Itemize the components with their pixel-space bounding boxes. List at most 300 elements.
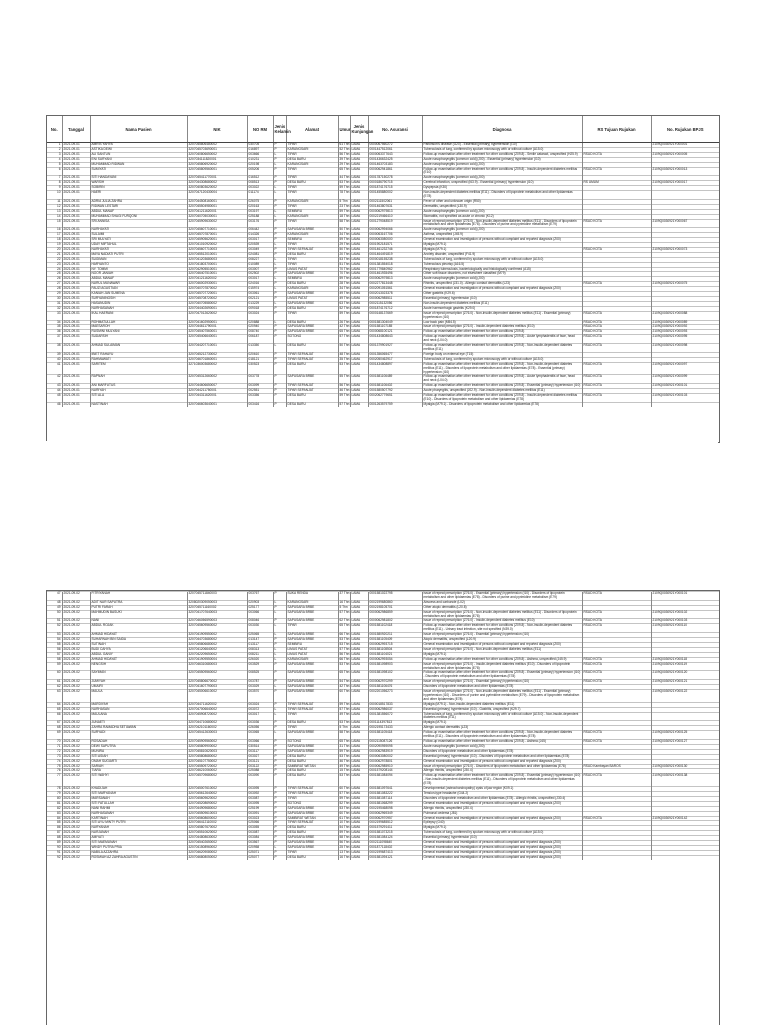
- cell-date: 2021-09-01: [62, 262, 90, 267]
- cell-sex: P: [273, 402, 286, 406]
- cell-rm: 006442: [247, 228, 273, 233]
- cell-sex: P: [273, 282, 286, 287]
- cell-visit: LAMA: [350, 600, 368, 605]
- cell-diagnosis: Follow-up examination after other treatment for other conditions (Z09.8): [422, 330, 582, 335]
- cell-age: 61 Thn: [339, 815, 350, 820]
- cell-name: KHADIJAH: [90, 787, 187, 792]
- cell-address: DESA BARU: [286, 282, 338, 287]
- cell-rm: 003055: [247, 826, 273, 831]
- cell-no: 23: [47, 262, 62, 267]
- cell-visit: LAMA: [350, 204, 368, 209]
- cell-referral-hospital: RS UMUM: [582, 181, 651, 186]
- cell-age: 46 Thn: [339, 388, 350, 393]
- cell-nik: 3207045809560001: [187, 167, 247, 176]
- cell-nik: 3207046603640001: [187, 402, 247, 406]
- cell-sex: L: [273, 731, 286, 740]
- cell-diagnosis: Disorders of lipoprotein metabolism and other lipidaemias (E78): [422, 685, 582, 690]
- cell-rm: 003061: [247, 292, 273, 297]
- cell-age: 53 Thn: [339, 753, 350, 758]
- cell-date: 2021-09-01: [62, 352, 90, 357]
- table-row: [47, 311, 719, 320]
- cell-date: 2021-09-02: [62, 671, 90, 680]
- cell-no: 48: [47, 600, 62, 605]
- cell-age: 31 Thn: [339, 743, 350, 748]
- cell-no: 54: [47, 638, 62, 643]
- cell-date: 2021-09-01: [62, 167, 90, 176]
- cell-rm: 008740: [247, 330, 273, 335]
- cell-rm: 003356: [247, 394, 273, 403]
- cell-sex: P: [273, 292, 286, 297]
- cell-no: 68: [47, 726, 62, 731]
- cell-diagnosis: Issue of repeat prescription (Z76.0) - Non-insulin-dependent diabetes mellitus (E11): [422, 647, 582, 652]
- cell-name: UDAY MIFTAHUL: [90, 243, 187, 248]
- cell-rm: 002121: [247, 297, 273, 302]
- cell-rm: 025066: [247, 821, 273, 826]
- cell-no: 14: [47, 214, 62, 219]
- cell-nik: 3207045411770001: [187, 176, 247, 181]
- cell-sex: P: [273, 831, 286, 836]
- cell-visit: LAMA: [350, 647, 368, 652]
- cell-age: 66 Thn: [339, 632, 350, 637]
- cell-referral-hospital: RSUD KOTA: [582, 282, 651, 287]
- cell-nik: 3207046210060002: [187, 769, 247, 774]
- cell-visit: LAMA: [350, 806, 368, 811]
- cell-referral-number: 2109Q0030921Y000089: [651, 320, 719, 325]
- cell-visit: LAMA: [350, 690, 368, 703]
- cell-age: 65 Thn: [339, 739, 350, 743]
- cell-age: 62 Thn: [339, 618, 350, 623]
- cell-insurance: 0000018155238: [368, 257, 422, 262]
- cell-age: 50 Thn: [339, 246, 350, 251]
- cell-referral-number: 2109Q0030921Y000103: [651, 394, 719, 403]
- cell-insurance: 0001581087114: [368, 796, 422, 801]
- cell-date: 2021-09-02: [62, 821, 90, 826]
- cell-insurance: 0001581083222: [368, 791, 422, 796]
- cell-insurance: 0001581098903: [368, 662, 422, 671]
- cell-address: KARANGSARI: [286, 233, 338, 238]
- cell-insurance: 0000068100121: [368, 330, 422, 335]
- cell-rm: 003095: [247, 801, 273, 806]
- table-body-page-2: [47, 592, 719, 860]
- cell-insurance: 0002199685512: [368, 821, 422, 826]
- cell-sex: P: [273, 811, 286, 816]
- cell-address: KARANGSARI: [286, 147, 338, 152]
- cell-diagnosis: Pulmonal oedema (J81): [422, 811, 582, 816]
- cell-nik: 3207044711620002: [187, 702, 247, 707]
- cell-name: KARTINAH: [90, 816, 187, 821]
- cell-insurance: 0001581106476: [368, 685, 422, 690]
- cell-insurance: 0000067560272: [368, 143, 422, 148]
- cell-date: 2021-09-01: [62, 204, 90, 209]
- cell-date: 2021-09-02: [62, 592, 90, 601]
- cell-age: 65 Thn: [339, 329, 350, 334]
- cell-name: ENI SURYANI: [90, 157, 187, 162]
- cell-age: 63 Thn: [339, 300, 350, 305]
- cell-address: TIPAR: [286, 262, 338, 267]
- cell-sex: P: [273, 199, 286, 204]
- cell-age: 57 Thn: [339, 401, 350, 406]
- cell-insurance: 0001581108504: [368, 647, 422, 652]
- cell-address: TIPAR SEPANJAT: [286, 707, 338, 712]
- cell-visit: LAMA: [350, 850, 368, 855]
- cell-diagnosis: Tuberculosis of lung, confirmed by sputum microscopy with or without culture (A15.0): [422, 147, 582, 152]
- cell-visit: LAMA: [350, 787, 368, 792]
- cell-no: 44: [47, 389, 62, 394]
- cell-rm: 020958: [247, 845, 273, 850]
- cell-insurance: 0000062981802: [368, 619, 422, 624]
- cell-no: 37: [47, 335, 62, 344]
- cell-date: 2021-09-02: [62, 749, 90, 754]
- cell-date: 2021-09-01: [62, 181, 90, 186]
- cell-rm: 003065: [247, 731, 273, 740]
- cell-diagnosis: Stomatitis, not specified as acute or chronic (K12): [422, 214, 582, 219]
- cell-age: 65 Thn: [338, 167, 350, 176]
- cell-address: DESA BARU: [286, 362, 338, 375]
- cell-nik: 3207041211620001: [187, 209, 247, 214]
- cell-sex: P: [273, 642, 286, 647]
- cell-no: 66: [47, 712, 62, 721]
- cell-name: NANI RAHMI: [90, 806, 187, 811]
- cell-insurance: 0001461935496: [368, 272, 422, 277]
- cell-age: 53 Thn: [339, 180, 350, 185]
- cell-address: TIPAR: [286, 204, 338, 209]
- cell-nik: 3207046412110002: [187, 821, 247, 826]
- cell-referral-hospital: RSUD KOTA: [582, 394, 651, 403]
- cell-nik: 3207046701860001: [187, 357, 247, 362]
- cell-diagnosis: Other atopic dermatitis (L20.8): [422, 605, 582, 610]
- cell-sex: L: [273, 214, 286, 219]
- cell-referral-number: 2109Q0030921Y000005: [651, 152, 719, 157]
- cell-age: 58 Thn: [338, 731, 350, 740]
- cell-referral-number: 2109Q0030921Y000130: [651, 764, 719, 769]
- cell-visit: LAMA: [350, 157, 368, 162]
- cell-referral-number: 2109Q0030921Y000138: [651, 774, 719, 787]
- cell-diagnosis: Issue of repeat prescription (Z76.0) - Disorders of lipoprotein metabolism and other lipidaemias (E78): [422, 764, 582, 769]
- cell-visit: LAMA: [350, 791, 368, 796]
- cell-address: SOTONG: [286, 740, 338, 745]
- cell-visit: LAMA: [350, 831, 368, 836]
- cell-address: DESA BARU: [286, 759, 338, 764]
- cell-diagnosis: Disorders of lipoprotein metabolism and other lipidaemias (E78): [422, 749, 582, 754]
- cell-rm: 020903: [247, 600, 273, 605]
- cell-name: JUMIYAH: [90, 680, 187, 685]
- cell-no: 84: [47, 816, 62, 821]
- cell-diagnosis: Fever of other and unknown origin (R50): [422, 199, 582, 204]
- cell-diagnosis: Myalgia (M79.1): [422, 652, 582, 657]
- cell-date: 2021-09-01: [62, 287, 90, 292]
- cell-no: 7: [47, 176, 62, 181]
- cell-address: TIPAR: [286, 257, 338, 262]
- cell-sex: P: [273, 826, 286, 831]
- cell-address: DESA BARU: [286, 394, 338, 403]
- cell-no: 39: [47, 352, 62, 357]
- cell-address: TIPAR: [286, 191, 338, 200]
- cell-date: 2021-09-01: [62, 143, 90, 148]
- cell-referral-number: 2109Q0030921Y000125: [651, 731, 719, 740]
- cell-diagnosis: Follow-up examination after other treatment for other conditions (Z09.8) - Non-insulin-dependent diabetes mellitus (E11) - Urinary tract infection, site not specified (N39.0): [422, 624, 582, 633]
- cell-address: DESA BARU: [286, 769, 338, 774]
- cell-name: SITI ALA: [90, 394, 187, 403]
- cell-rm: 024016: [247, 282, 273, 287]
- cell-insurance: 0001581107185: [368, 325, 422, 330]
- col-header-sex: Jenis Kelamin: [273, 116, 286, 143]
- cell-referral-number: 2109Q0030921Y000092: [651, 325, 719, 330]
- cell-sex: L: [273, 600, 286, 605]
- cell-diagnosis: Atopic dermatitis, unspecified (L20.9): [422, 638, 582, 643]
- cell-visit: LAMA: [350, 845, 368, 850]
- cell-date: 2021-09-01: [62, 301, 90, 306]
- cell-name: SUGIMAN: [90, 257, 187, 262]
- cell-rm: 003099: [247, 384, 273, 389]
- cell-name: MUHAMMAD SHAGI FURQONI: [90, 214, 187, 219]
- cell-name: KANIAH JAN SUMENA: [90, 292, 187, 297]
- cell-sex: P: [273, 749, 286, 754]
- cell-visit: LAMA: [350, 306, 368, 311]
- cell-date: 2021-09-01: [62, 257, 90, 262]
- cell-date: 2021-09-01: [62, 219, 90, 228]
- cell-no: 62: [47, 685, 62, 690]
- cell-date: 2021-09-01: [62, 306, 90, 311]
- cell-date: 2021-09-01: [62, 375, 90, 384]
- cell-insurance: 0001579291411: [368, 826, 422, 831]
- cell-age: 59 Thn: [338, 394, 350, 403]
- cell-nik: 3207034111820001: [187, 157, 247, 162]
- cell-visit: LAMA: [350, 774, 368, 787]
- cell-nik: 3207045806670002: [187, 680, 247, 685]
- cell-age: 59 Thn: [339, 185, 350, 190]
- cell-referral-number: 2109Q0030921Y000099: [651, 375, 719, 384]
- cell-age: 59 Thn: [339, 237, 350, 242]
- cell-no: 2: [47, 147, 62, 152]
- cell-address: DESA BARU: [286, 320, 338, 325]
- cell-insurance: 0001581084124: [368, 836, 422, 841]
- cell-nik: 3207041010920002: [187, 243, 247, 248]
- cell-rm: 025188: [247, 214, 273, 219]
- cell-age: 50 Thn: [338, 344, 350, 353]
- cell-no: 42: [47, 375, 62, 384]
- cell-address: TIPAR SEPANJAT: [286, 389, 338, 394]
- cell-name: RUSMINI MULYANI: [90, 330, 187, 335]
- table-row: [47, 774, 719, 787]
- cell-name: FAUZI AGUSTIAN: [90, 287, 187, 292]
- cell-referral-hospital: RSUD KOTA: [582, 731, 651, 740]
- cell-address: TIPAR: [286, 143, 338, 148]
- cell-age: 44 Thn: [339, 175, 350, 180]
- cell-nik: 3207045609620002: [187, 796, 247, 801]
- cell-insurance: 0000186790715: [368, 181, 422, 186]
- cell-date: 2021-09-02: [62, 652, 90, 657]
- cell-insurance: 0001874176712: [368, 306, 422, 311]
- cell-nik: 3207045909560002: [187, 740, 247, 745]
- cell-nik: 3207045703690001: [187, 147, 247, 152]
- cell-referral-hospital: [582, 855, 651, 859]
- cell-sex: P: [273, 744, 286, 749]
- cell-age: 49 Thn: [339, 296, 350, 300]
- cell-referral-number: 2109Q0030921Y000013: [651, 167, 719, 176]
- cell-date: 2021-09-02: [62, 624, 90, 633]
- cell-insurance: 0001902181571: [368, 243, 422, 248]
- cell-no: 86: [47, 826, 62, 831]
- cell-no: 36: [47, 330, 62, 335]
- cell-sex: P: [273, 662, 286, 671]
- cell-diagnosis: Tuberculous pleurisy (A16.5): [422, 262, 582, 267]
- cell-sex: P: [273, 592, 286, 601]
- cell-nik: 3207045612640002: [187, 791, 247, 796]
- cell-referral-hospital: [582, 402, 651, 406]
- cell-date: 2021-09-01: [62, 186, 90, 191]
- col-header-visit: Jenis Kunjungan: [350, 116, 368, 143]
- cell-age: 35 Thn: [339, 356, 350, 361]
- cell-visit: LAMA: [350, 721, 368, 726]
- cell-date: 2021-09-02: [62, 600, 90, 605]
- cell-sex: P: [273, 375, 286, 384]
- cell-diagnosis: Acute pharyngitis, unspecified (J02.9) - Non-insulin-dependent diabetes mellitus (E11): [422, 389, 582, 394]
- cell-age: 42 Thn: [339, 324, 350, 329]
- cell-visit: LAMA: [350, 228, 368, 233]
- cell-date: 2021-09-02: [62, 610, 90, 619]
- cell-age: 50 Thn: [339, 227, 350, 232]
- cell-name: HASANUDIN: [90, 301, 187, 306]
- cell-rm: 002551: [247, 389, 273, 394]
- cell-name: ADIT NUR SAPUTRA: [90, 600, 187, 605]
- cell-referral-number: 2109Q0030921Y000097: [651, 362, 719, 375]
- cell-visit: LAMA: [350, 821, 368, 826]
- cell-diagnosis: Rhinitis, unspecified (J31.0) - Allergic contact dermatitis (L23): [422, 282, 582, 287]
- cell-no: 87: [47, 831, 62, 836]
- cell-nik: 3207045608600002: [187, 816, 247, 821]
- cell-date: 2021-09-02: [62, 841, 90, 846]
- table-page-2: [46, 590, 720, 1025]
- cell-insurance: 0001263579759: [368, 402, 422, 406]
- cell-address: DESA BARU: [286, 855, 338, 859]
- cell-insurance: 0002115087126: [368, 740, 422, 745]
- cell-visit: LAMA: [350, 759, 368, 764]
- cell-insurance: 0001581105409: [368, 638, 422, 643]
- cell-sex: L: [273, 186, 286, 191]
- cell-date: 2021-09-02: [62, 831, 90, 836]
- cell-age: 53 Thn: [338, 774, 350, 787]
- cell-visit: LAMA: [350, 311, 368, 320]
- cell-sex: L: [273, 209, 286, 214]
- cell-sex: P: [273, 671, 286, 680]
- cell-no: 12: [47, 204, 62, 209]
- cell-date: 2021-09-01: [62, 357, 90, 362]
- cell-age: 59 Thn: [339, 276, 350, 281]
- cell-referral-number: 2109Q0030921Y000017: [651, 181, 719, 186]
- cell-age: 61 Thn: [339, 142, 350, 146]
- cell-insurance: 0000063080002: [368, 754, 422, 759]
- cell-diagnosis: Issue of repeat prescription (Z76.0) - Non-insulin-dependent diabetes mellitus (E11) - Disorders of lipoprotein metabolism and other lipidaemias (E78) - Disorders of purine and pyrimidine metabolism (E79): [422, 219, 582, 228]
- cell-sex: P: [273, 690, 286, 703]
- cell-insurance: 0001581022795: [368, 592, 422, 601]
- cell-name: SRI ANNISA: [90, 219, 187, 228]
- cell-nik: 3207044606650007: [187, 384, 247, 389]
- cell-rm: 003570: [247, 690, 273, 703]
- cell-nik: 3207041909550002: [187, 633, 247, 638]
- cell-visit: LAMA: [350, 796, 368, 801]
- cell-insurance: 0001579208144: [368, 769, 422, 774]
- cell-address: TIPAR: [286, 850, 338, 855]
- col-header-address: Alamat: [286, 116, 338, 143]
- cell-rm: 003049: [247, 247, 273, 252]
- cell-sex: P: [273, 247, 286, 252]
- cell-no: 89: [47, 841, 62, 846]
- cell-no: 60: [47, 671, 62, 680]
- cell-no: 35: [47, 325, 62, 330]
- cell-sex: L: [273, 657, 286, 662]
- cell-sex: P: [273, 769, 286, 774]
- cell-no: 56: [47, 647, 62, 652]
- cell-address: TIPAR SEPANJAT: [286, 702, 338, 707]
- cell-diagnosis: Tuberculosis of lung, confirmed by sputum microscopy with or without culture (A15.0): [422, 257, 582, 262]
- cell-no: 17: [47, 233, 62, 238]
- cell-diagnosis: Acute nasopharyngitis [common cold] (J00): [422, 228, 582, 233]
- cell-nik: 3207044611790001: [187, 325, 247, 330]
- cell-rm: 003017: [247, 277, 273, 282]
- cell-rm: 008513: [247, 181, 273, 186]
- cell-visit: LAMA: [350, 262, 368, 267]
- cell-no: 41: [47, 362, 62, 375]
- col-header-no: No.: [47, 116, 62, 143]
- cell-diagnosis: General examination and investigation of persons without complaint and reported diagnosis (Z00): [422, 287, 582, 292]
- cell-diagnosis: Respiratory tuberculosis, bacteriologically and histologically confirmed (A15): [422, 267, 582, 272]
- cell-insurance: 0001114397813: [368, 721, 422, 726]
- cell-insurance: 0002050462917: [368, 357, 422, 362]
- cell-no: 76: [47, 769, 62, 774]
- cell-sex: P: [273, 176, 286, 181]
- cell-diagnosis: Acute nasopharyngitis [common cold] (J00) - Essential (primary) hypertension (I10): [422, 157, 582, 162]
- cell-sex: L: [273, 633, 286, 638]
- cell-insurance: 0000062994066: [368, 228, 422, 233]
- cell-address: TIPAR: [286, 624, 338, 633]
- cell-insurance: 0000018517833: [368, 702, 422, 707]
- cell-name: ANI MARFUTUS: [90, 384, 187, 389]
- cell-no: 4: [47, 157, 62, 162]
- cell-age: 34 Thn: [339, 286, 350, 291]
- cell-age: 52 Thn: [339, 146, 350, 151]
- cell-address: SEMBIRU: [286, 238, 338, 243]
- cell-sex: P: [273, 389, 286, 394]
- cell-age: 58 Thn: [339, 835, 350, 840]
- table-row: [47, 855, 719, 859]
- cell-name: MAHMUDIN BASUKI: [90, 610, 187, 619]
- cell-name: ROSADAH: [90, 740, 187, 745]
- cell-rm: 011174: [247, 191, 273, 200]
- cell-sex: L: [273, 685, 286, 690]
- cell-referral-hospital: RSUD KOTA: [582, 662, 651, 671]
- cell-address: KARANGSARI: [286, 287, 338, 292]
- cell-address: TIPAR: [286, 167, 338, 176]
- cell-name: WARSIH: [90, 181, 187, 186]
- cell-name: PUTRI FARAH: [90, 605, 187, 610]
- cell-date: 2021-09-02: [62, 662, 90, 671]
- cell-referral-number: [651, 855, 719, 859]
- cell-sex: P: [273, 204, 286, 209]
- cell-date: 2021-09-02: [62, 774, 90, 787]
- cell-insurance: 0002115132056: [368, 301, 422, 306]
- cell-sex: P: [273, 855, 286, 859]
- cell-insurance: 0001581106402: [368, 384, 422, 389]
- cell-referral-number: 2109Q0030921Y000103: [651, 619, 719, 624]
- cell-no: 31: [47, 301, 62, 306]
- cell-address: DESA BARU: [286, 402, 338, 406]
- cell-date: 2021-09-02: [62, 796, 90, 801]
- cell-date: 2021-09-02: [62, 685, 90, 690]
- cell-age: 59 Thn: [339, 208, 350, 213]
- cell-date: 2021-09-01: [62, 292, 90, 297]
- cell-date: 2021-09-01: [62, 214, 90, 219]
- patient-referral-table: [47, 116, 719, 407]
